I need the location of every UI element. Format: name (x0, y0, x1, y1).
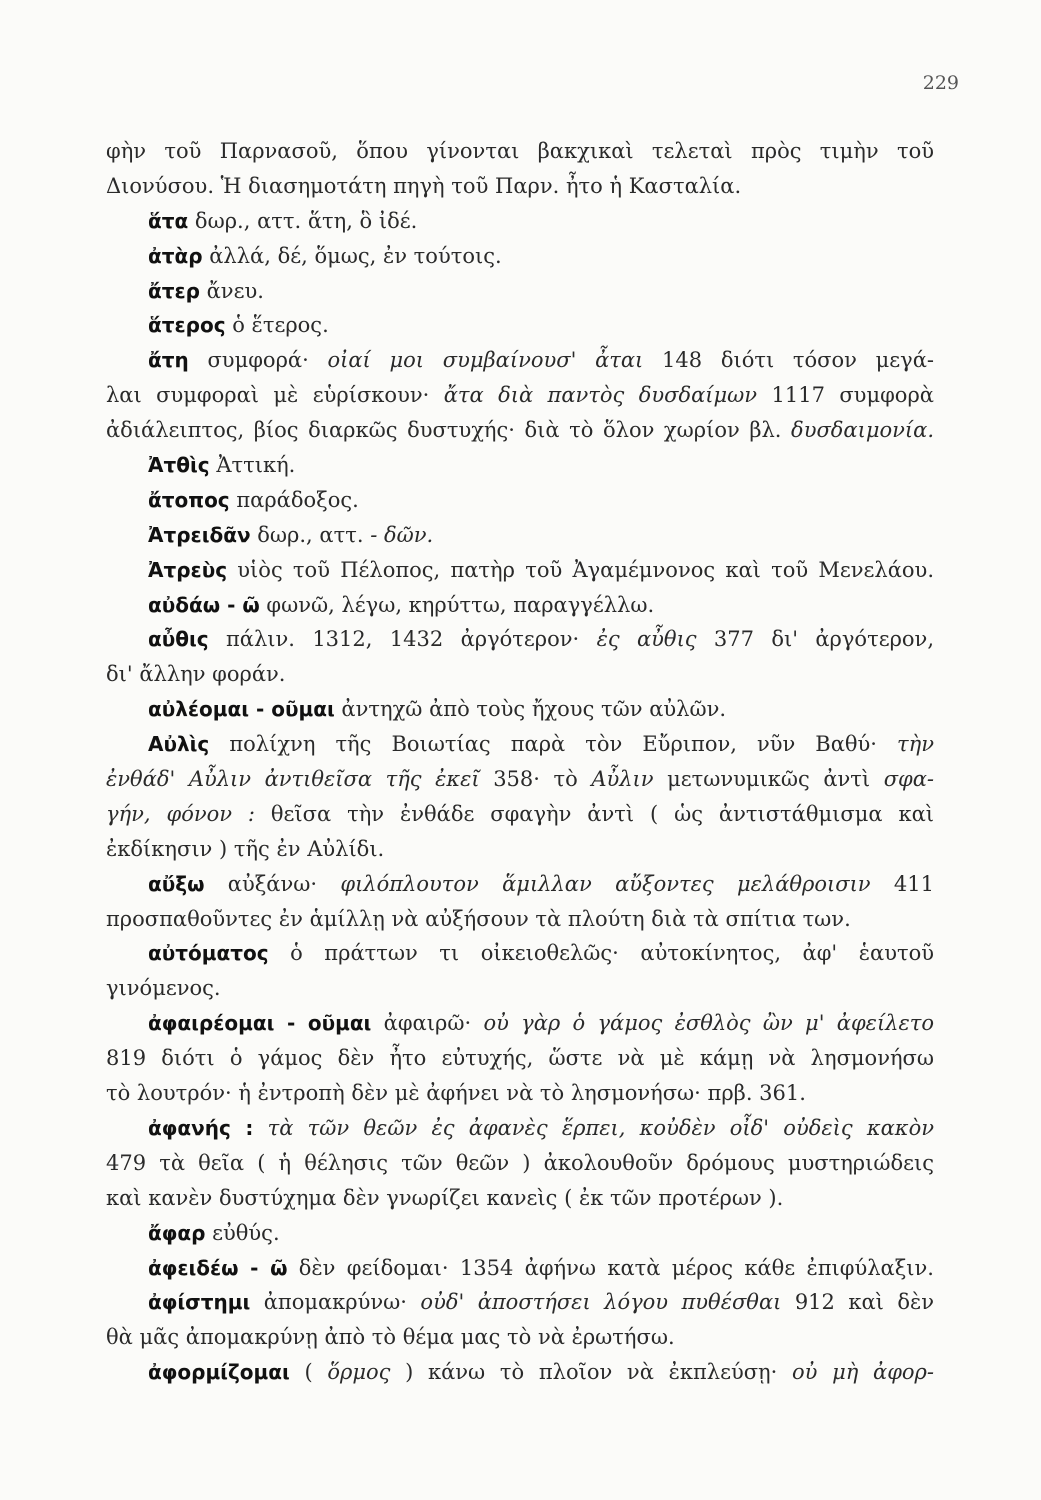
headword: ἅτα (148, 208, 189, 233)
headword: αὖθις (148, 627, 209, 652)
text-line (106, 1146, 934, 1181)
definition-text: δωρ., αττ. (250, 522, 371, 547)
quotation: οὐδ' ἀποστήσει λόγου πυθέσθαι (420, 1290, 782, 1315)
headword: Αὐλὶς (148, 732, 210, 757)
definition-text: λαι συμφοραὶ μὲ εὑρίσκουν· (106, 383, 444, 408)
definition-text: ( (289, 1360, 328, 1385)
headword: ἀφανής : (148, 1115, 254, 1140)
definition-text: 819 διότι ὁ γάμος δὲν ἦτο εὐτυχής, ὥστε νὰ μὲ κάμῃ νὰ λησμονήσω (106, 1046, 934, 1071)
definition-text: ἀλλά, δέ, ὅμως, ἐν τούτοις. (202, 243, 502, 268)
text-line (106, 832, 934, 867)
text-line (106, 727, 934, 762)
definition-text: καὶ κανὲν δυστύχημα δὲν γνωρίζει κανεὶς ( ἐκ τῶν προτέρων ). (106, 1185, 784, 1210)
definition-text: Διονύσου. Ἡ διασημοτάτη πηγὴ τοῦ Παρν. ἦτο ἡ Κασταλία. (106, 173, 742, 198)
quotation: οὐ μὴ ἀφορ- (792, 1360, 934, 1385)
text-line (106, 1355, 934, 1390)
quotation: δυσδαιμονία. (791, 418, 934, 443)
definition-text: υἱὸς τοῦ Πέλοπος, πατὴρ τοῦ Ἀγαμέμνονος καὶ τοῦ Μενελάου. (227, 557, 934, 582)
definition-text (253, 1116, 267, 1140)
headword: ἀφειδέω - ῶ (148, 1255, 288, 1280)
headword: Ἀτρειδᾶν (148, 522, 251, 547)
text-line (106, 657, 934, 692)
definition-text: ἐκδίκησιν ) τῆς ἐν Αὐλίδι. (106, 836, 385, 861)
headword: ἀφίστημι (148, 1290, 251, 1315)
text-line (106, 204, 934, 239)
quotation: Αὖλιν (591, 767, 654, 792)
text-line (106, 518, 934, 553)
headword: ἄτερ (148, 278, 200, 303)
text-line (106, 274, 934, 309)
definition-text: 479 τὰ θεῖα ( ἡ θέλησις τῶν θεῶν ) ἀκολουθοῦν δρόμους μυστηριώδεις (106, 1150, 934, 1175)
definition-text: ἀντηχῶ ἀπὸ τοὺς ἤχους τῶν αὐλῶν. (334, 697, 727, 722)
text-line (106, 867, 934, 902)
definition-text: ἄνευ. (199, 278, 264, 303)
definition-text: ὁ πράττων τι οἰκειοθελῶς· αὐτοκίνητος, ἀφ' ἑαυτοῦ (268, 941, 934, 966)
definition-text: 912 καὶ δὲν (781, 1290, 935, 1315)
headword: ἀτὰρ (148, 243, 203, 268)
definition-text: τὸ λουτρόν· ἡ ἐντροπὴ δὲν μὲ ἀφήνει νὰ τὸ λησμονήσω· πρβ. 361. (106, 1081, 806, 1106)
definition-text: 148 διότι τόσον μεγά- (643, 348, 934, 373)
definition-text: ἀδιάλειπτος, βίος διαρκῶς δυστυχής· διὰ τὸ ὅλον χωρίον βλ. (106, 418, 792, 443)
definition-text: φωνῶ, λέγω, κηρύττω, παραγγέλλω. (259, 592, 655, 617)
text-line (106, 797, 934, 832)
text-line (106, 308, 934, 343)
definition-text: 358· τὸ (479, 767, 592, 792)
text-line (106, 588, 934, 623)
text-line (106, 1251, 934, 1286)
headword: αὐτόματος (148, 941, 269, 966)
text-line (106, 169, 934, 204)
headword: ἄτη (148, 348, 189, 373)
quotation: τὰ τῶν θεῶν ἐς ἀφανὲς ἕρπει, κοὐδὲν οἶδ' οὐδεὶς κακὸν (267, 1115, 934, 1140)
headword: ἅτερος (148, 313, 226, 338)
quotation: τὴν (897, 732, 934, 757)
definition-text: θεῖσα τὴν ἐνθάδε σφαγὴν ἀντὶ ( ὡς ἀντιστάθμισμα καὶ (255, 801, 934, 826)
text-line (106, 1285, 934, 1320)
quotation: ἐς αὖθις (596, 627, 697, 652)
definition-text: 411 (870, 871, 934, 896)
headword: αὔξω (148, 871, 205, 896)
text-line (106, 378, 934, 413)
quotation: οὐ γὰρ ὁ γάμος ἐσθλὸς ὢν μ' ἀφείλετο (483, 1011, 935, 1036)
page-number: 229 (922, 72, 959, 94)
definition-text: δι' ἄλλην φοράν. (106, 662, 286, 687)
text-line (106, 239, 934, 274)
glossary-text (106, 134, 934, 1390)
definition-text: 1117 συμφορὰ (757, 383, 934, 408)
definition-text: Ἀττική. (209, 453, 296, 478)
headword: Ἀτθὶς (148, 453, 210, 478)
quotation: ἐνθάδ' Αὖλιν ἀντιθεῖσα τῆς ἐκεῖ (106, 767, 480, 792)
headword: ἄφαρ (148, 1220, 206, 1245)
text-line (106, 134, 934, 169)
definition-text: ὁ ἕτερος. (225, 313, 329, 338)
text-line (106, 622, 934, 657)
headword: ἄτοπος (148, 487, 230, 512)
headword: αὐλέομαι - οῦμαι (148, 697, 335, 722)
definition-text: παράδοξος. (229, 487, 359, 512)
definition-text: γινόμενος. (106, 976, 221, 1001)
definition-text: ἀφαιρῶ· (371, 1011, 484, 1036)
quotation: φιλόπλουτον ἅμιλλαν αὔξοντες μελάθροισιν (340, 871, 871, 896)
definition-text: δωρ., αττ. ἅτη, ὃ ἰδέ. (188, 208, 418, 233)
definition-text: συμφορά· (188, 348, 328, 373)
quotation: οἰαί μοι συμβαίνουσ' ἆται (327, 348, 644, 373)
headword: Ἀτρεὺς (148, 557, 228, 582)
text-line (106, 1181, 934, 1216)
definition-text: εὐθύς. (205, 1220, 280, 1245)
text-line (106, 1216, 934, 1251)
quotation: σφα- (883, 767, 935, 792)
definition-text: πάλιν. 1312, 1432 ἀργότερον· (208, 627, 597, 652)
definition-text: 377 δι' ἀργότερον, (696, 627, 935, 652)
quotation: γήν, φόνον : (106, 801, 255, 826)
definition-text: θὰ μᾶς ἀπομακρύνῃ ἀπὸ τὸ θέμα μας τὸ νὰ ἐρωτήσω. (106, 1325, 675, 1350)
definition-text: μετωνυμικῶς ἀντὶ (653, 767, 884, 792)
definition-text: πολίχνη τῆς Βοιωτίας παρὰ τὸν Εὔριπον, νῦν Βαθύ· (209, 732, 898, 757)
text-line (106, 1320, 934, 1355)
quotation: - δῶν. (370, 522, 434, 547)
text-line (106, 553, 934, 588)
text-line (106, 936, 934, 971)
quotation: ὅρμος (327, 1360, 391, 1385)
definition-text: ἀπομακρύνω· (250, 1290, 421, 1315)
text-line (106, 971, 934, 1006)
text-line (106, 413, 934, 448)
definition-text: αὐξάνω· (204, 871, 341, 896)
definition-text: προσπαθοῦντες ἐν ἁμίλλῃ νὰ αὐξήσουν τὰ πλούτη διὰ τὰ σπίτια των. (106, 906, 851, 931)
headword: αὐδάω - ῶ (148, 592, 260, 617)
text-line (106, 762, 934, 797)
text-line (106, 343, 934, 378)
text-line (106, 902, 934, 937)
definition-text: ) κάνω τὸ πλοῖον νὰ ἐκπλεύσῃ· (390, 1360, 792, 1385)
definition-text: φὴν τοῦ Παρνασοῦ, ὅπου γίνονται βακχικαὶ τελεταὶ πρὸς τιμὴν τοῦ (106, 139, 934, 163)
text-line (106, 1111, 934, 1146)
headword: ἀφορμίζομαι (148, 1360, 290, 1385)
headword: ἀφαιρέομαι - οῦμαι (148, 1011, 372, 1036)
definition-text: δὲν φείδομαι· 1354 ἀφήνω κατὰ μέρος κάθε ἐπιφύλαξιν. (287, 1255, 934, 1280)
text-line (106, 483, 934, 518)
text-line (106, 1041, 934, 1076)
text-line (106, 1076, 934, 1111)
text-line (106, 448, 934, 483)
text-line (106, 692, 934, 727)
text-line (106, 1006, 934, 1041)
quotation: ἄτα διὰ παντὸς δυσδαίμων (443, 383, 758, 408)
